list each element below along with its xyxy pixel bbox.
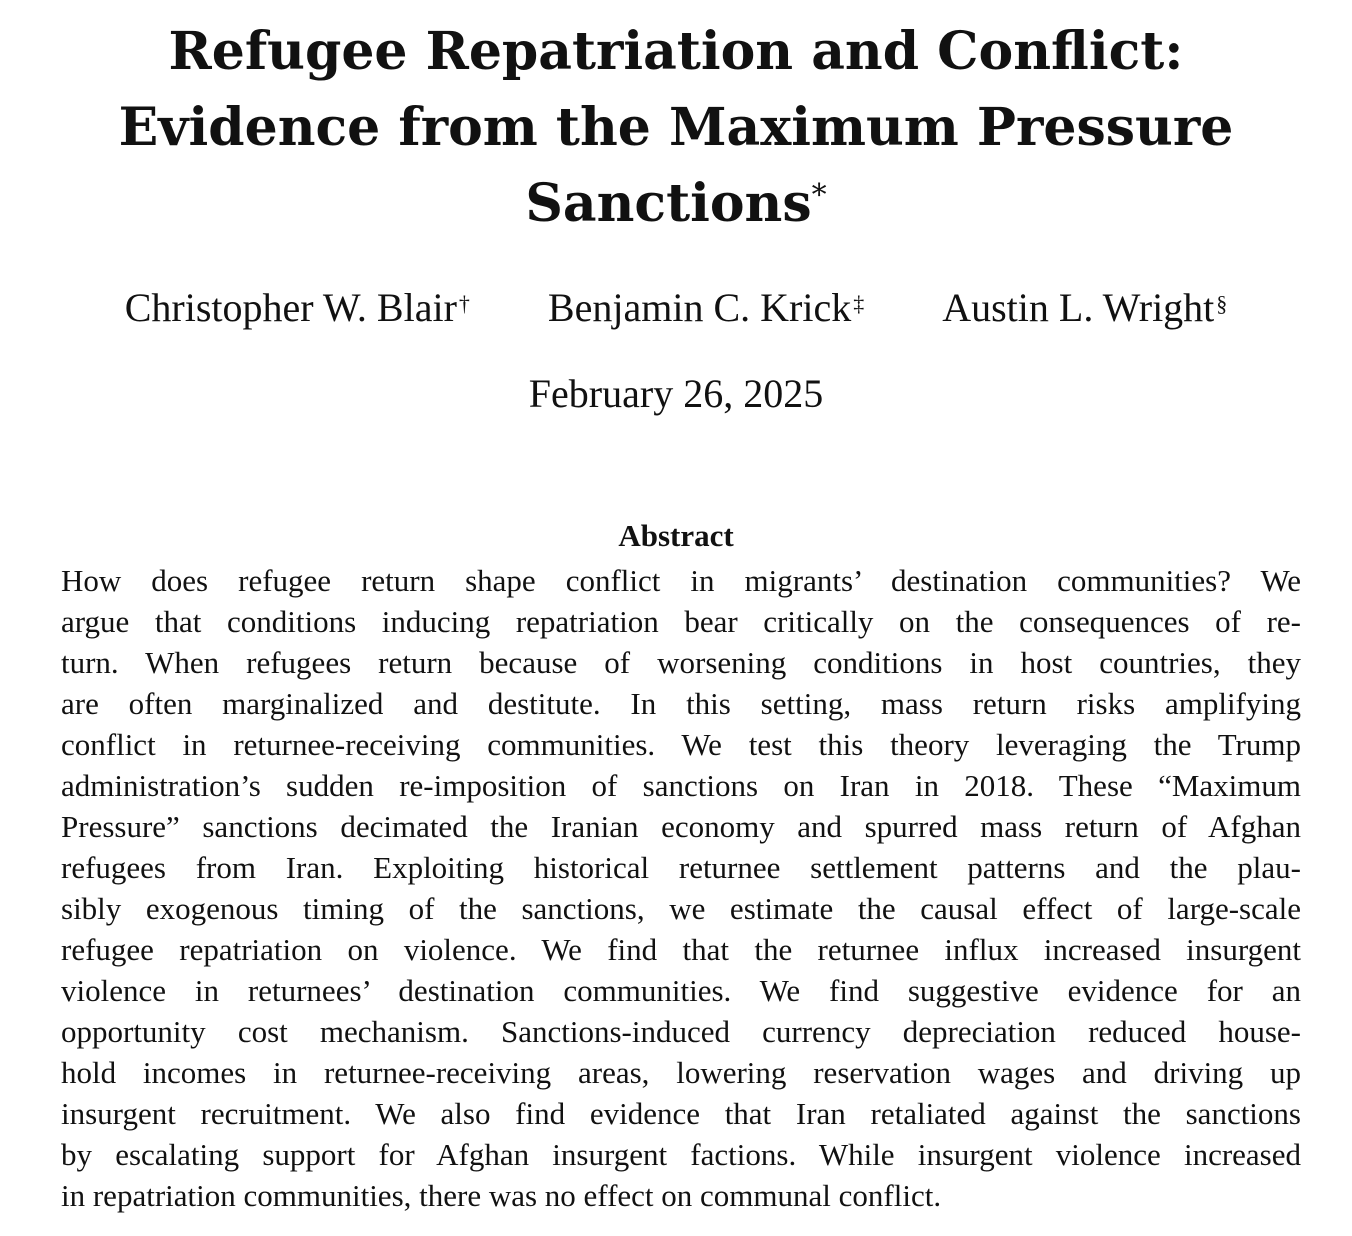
author-footnote-mark: † [458,291,470,316]
author [942,284,1227,332]
abstract-line: violence in returnees’ destination communities. We find suggestive evidence for an [61,973,1301,1008]
abstract-line: are often marginalized and destitute. In this setting, mass return risks amplifying [61,686,1301,721]
author [125,284,470,332]
title-footnote-mark: * [811,178,827,213]
title-line: Refugee Repatriation and Conflict: [168,21,1184,82]
abstract-line: refugees from Iran. Exploiting historical returnee settlement patterns and the plau- [61,850,1301,885]
author-name: Benjamin C. Krick [547,285,852,330]
title-line [40,166,1312,242]
abstract-line: refugee repatriation on violence. We find that the returnee influx increased insurgent [61,932,1301,967]
author-footnote-mark: § [1216,291,1228,316]
abstract-line: insurgent recruitment. We also find evidence that Iran retaliated against the sanctions [61,1096,1301,1131]
abstract-line: hold incomes in returnee-receiving areas, lowering reservation wages and driving up [61,1055,1301,1090]
author-name: Christopher W. Blair [124,285,457,330]
abstract-line: opportunity cost mechanism. Sanctions-induced currency depreciation reduced house- [61,1014,1301,1049]
abstract-line: Pressure” sanctions decimated the Iranian economy and spurred mass return of Afghan [61,809,1301,844]
abstract-line: turn. When refugees return because of worsening conditions in host countries, they [61,645,1301,680]
abstract-line: conflict in returnee-receiving communities. We test this theory leveraging the Trump [61,727,1301,762]
abstract-heading: Abstract [618,518,734,553]
abstract-line: How does refugee return shape conflict in migrants’ destination communities? We [61,563,1301,598]
abstract-body [61,560,1301,1216]
abstract-line: sibly exogenous timing of the sanctions, we estimate the causal effect of large-scale [61,891,1301,926]
author-footnote-mark: ‡ [853,291,865,316]
abstract-line: argue that conditions inducing repatriation bear critically on the consequences of re- [61,604,1301,639]
abstract-line: administration’s sudden re-imposition of sanctions on Iran in 2018. These “Maximum [61,768,1301,803]
author-name: Austin L. Wright [942,285,1215,330]
paper-date: February 26, 2025 [528,371,824,416]
author-list [0,284,1352,332]
title-line: Evidence from the Maximum Pressure [118,97,1234,158]
author [548,284,864,332]
title-line-text: Sanctions [525,173,812,234]
paper-title [40,14,1312,242]
abstract-line: by escalating support for Afghan insurgent factions. While insurgent violence increased [61,1137,1301,1172]
abstract-line: in repatriation communities, there was no effect on communal conflict. [61,1178,942,1213]
